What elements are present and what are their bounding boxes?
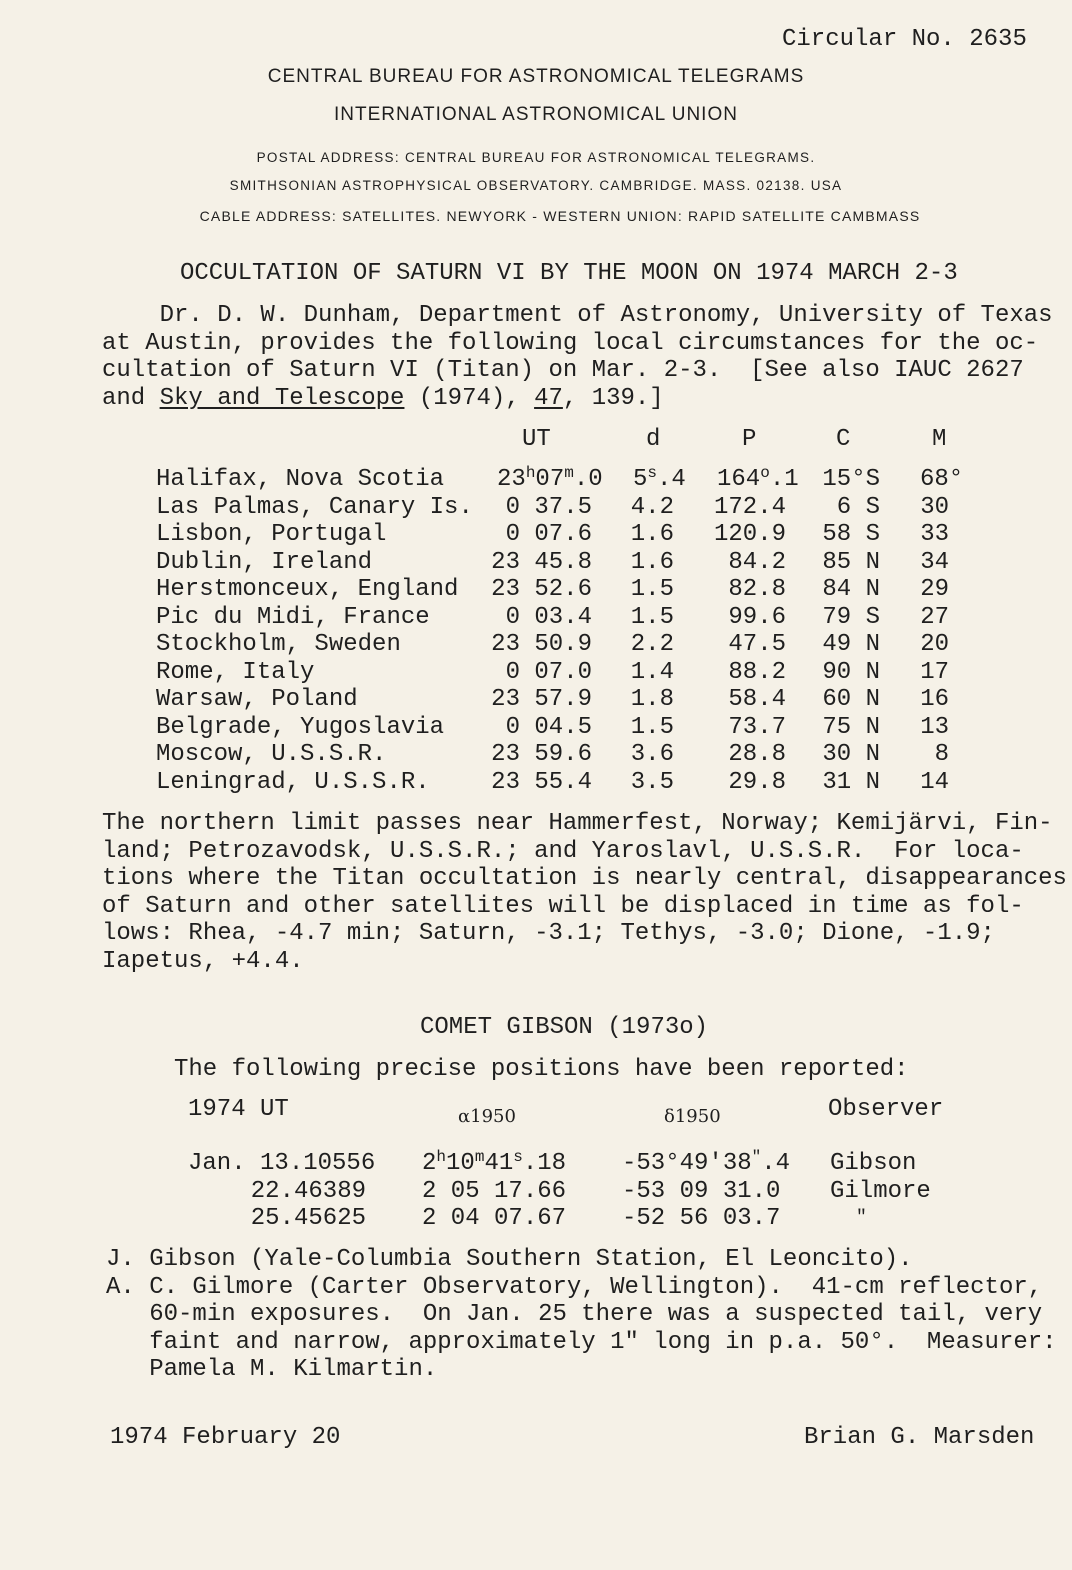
table-row-p: 28.8	[728, 741, 786, 768]
arcsec-unit: "	[751, 1148, 762, 1166]
table-row-ut	[497, 466, 603, 493]
minutes-unit: m	[564, 464, 574, 482]
table-row-p: 120.9	[713, 521, 786, 548]
sky-and-telescope-reference: Sky and Telescope	[159, 384, 405, 412]
table-row-p: 88.2	[728, 658, 786, 686]
column-header-c: C	[836, 426, 851, 453]
d-frac: .4	[657, 466, 686, 493]
table-row-ut: 0 07.6	[505, 521, 592, 548]
occultation-intro-line: at Austin, provides the following local circumstances for the oc-	[102, 329, 1039, 357]
table-row-m: 27	[920, 603, 949, 631]
table-row-place: Leningrad, U.S.S.R.	[156, 768, 430, 796]
table-row-d: 1.5	[630, 713, 674, 741]
seconds-unit: s	[513, 1148, 523, 1166]
table-row-place: Dublin, Ireland	[156, 548, 373, 576]
column-header-m: M	[932, 426, 947, 453]
column-header-ut: UT	[522, 426, 551, 453]
table-row-place: Stockholm, Sweden	[156, 631, 401, 658]
occultation-note-line: The northern limit passes near Hammerfest, Norway; Kemijärvi, Fin-	[102, 810, 1053, 837]
table-row-d: 3.5	[630, 768, 674, 796]
comet-note-line: J. Gibson (Yale-Columbia Southern Station, El Leoncito).	[106, 1246, 913, 1273]
dec-main: -53°49'38	[622, 1150, 752, 1177]
table-row-m: 17	[920, 658, 949, 686]
table-row-c: 31 N	[822, 768, 880, 796]
table-row-m: 68°	[920, 466, 964, 493]
table-row-ut: 23 52.6	[491, 576, 592, 603]
column-header-ut: 1974 UT	[188, 1096, 289, 1123]
comet-note-line: A. C. Gilmore (Carter Observatory, Wellington). 41-cm reflector,	[106, 1273, 1043, 1301]
p-int: 164	[717, 466, 761, 493]
table-row-ut: 23 57.9	[491, 686, 592, 713]
postal-address-line1: POSTAL ADDRESS: CENTRAL BUREAU FOR ASTRONOMICAL TELEGRAMS.	[256, 150, 816, 165]
cable-address: CABLE ADDRESS: SATELLITES. NEWYORK - WESTERN UNION: RAPID SATELLITE CAMBMASS	[199, 208, 921, 224]
table-row-c: 49 N	[822, 631, 880, 658]
table-row-p: 99.6	[728, 603, 786, 631]
table-row-ut: 0 04.5	[505, 713, 592, 741]
table-row-c: 79 S	[822, 603, 880, 631]
table-row-place: Halifax, Nova Scotia	[156, 466, 445, 493]
comet-row-ra	[422, 1150, 566, 1177]
hours-unit: h	[436, 1148, 447, 1166]
table-row-place: Herstmonceux, England	[156, 576, 459, 603]
ra-seconds: 41	[484, 1150, 514, 1177]
circular-number: Circular No. 2635	[782, 26, 1027, 53]
occultation-intro-line: Dr. D. W. Dunham, Department of Astronomy, University of Texas	[102, 302, 1053, 329]
occultation-note-line: Iapetus, +4.4.	[102, 947, 304, 975]
table-row-p: 82.8	[728, 576, 786, 603]
table-row-d: 1.6	[630, 521, 674, 548]
comet-intro: The following precise positions have been reported:	[174, 1056, 909, 1083]
occultation-note-line: land; Petrozavodsk, U.S.S.R.; and Yaroslavl, U.S.S.R. For loca-	[102, 837, 1024, 865]
occultation-note-line: of Saturn and other satellites will be displaced in time as fol-	[102, 892, 1024, 920]
intro-text: and	[102, 384, 160, 412]
comet-title: COMET GIBSON (1973o)	[420, 1014, 709, 1041]
table-row-place: Belgrade, Yugoslavia	[156, 713, 445, 741]
comet-note-line: faint and narrow, approximately 1" long in p.a. 50°. Measurer:	[106, 1328, 1057, 1356]
column-header-observer: Observer	[828, 1096, 944, 1123]
intro-text: , 139.]	[562, 384, 664, 412]
degree-unit: o	[760, 464, 770, 482]
p-frac: .1	[769, 466, 799, 493]
table-row-c: 6 S	[836, 493, 880, 521]
occultation-title: OCCULTATION OF SATURN VI BY THE MOON ON 1974 MARCH 2-3	[180, 260, 958, 287]
ra-frac: .18	[522, 1150, 567, 1177]
column-header-alpha: α1950	[458, 1106, 516, 1127]
comet-row-observer-ditto: "	[856, 1208, 867, 1228]
occultation-note-line: tions where the Titan occultation is nearly central, disappearances	[102, 865, 1067, 892]
table-row-place: Lisbon, Portugal	[156, 521, 387, 548]
ra-hours: 2	[422, 1150, 437, 1177]
table-row-d: 1.8	[630, 686, 674, 713]
table-row-ut: 0 07.0	[505, 658, 592, 686]
column-header-delta: δ1950	[664, 1106, 721, 1127]
table-row-ut: 0 37.5	[505, 493, 592, 521]
table-row-m: 13	[920, 713, 949, 741]
table-row-m: 30	[920, 493, 949, 521]
dec-frac: .4	[761, 1150, 791, 1177]
table-row-place: Warsaw, Poland	[156, 686, 358, 713]
comet-note-line: Pamela M. Kilmartin.	[106, 1356, 438, 1383]
table-row-ut: 23 45.8	[491, 548, 592, 576]
ut-fraction: .0	[573, 466, 603, 493]
hours-unit: h	[525, 464, 536, 482]
occultation-note-line: lows: Rhea, -4.7 min; Saturn, -3.1; Tethys, -3.0; Dione, -1.9;	[102, 920, 995, 947]
table-row-c: 15°S	[822, 466, 880, 493]
table-row-p: 73.7	[728, 713, 786, 741]
comet-row-date: 22.46389	[250, 1177, 366, 1205]
table-row-ut: 23 55.4	[491, 768, 592, 796]
column-header-p: P	[742, 426, 757, 453]
author-signature: Brian G. Marsden	[804, 1424, 1035, 1451]
table-row-place: Las Palmas, Canary Is.	[156, 493, 473, 521]
union-name: INTERNATIONAL ASTRONOMICAL UNION	[334, 104, 738, 125]
comet-row-ra: 2 04 07.67	[422, 1205, 567, 1232]
ra-minutes: 10	[446, 1150, 475, 1177]
d-int: 5	[633, 466, 648, 493]
table-row-p	[717, 466, 799, 493]
table-row-ut: 0 03.4	[505, 603, 592, 631]
comet-note-line: 60-min exposures. On Jan. 25 there was a suspected tail, very	[106, 1301, 1043, 1328]
volume-number: 47	[534, 384, 563, 412]
comet-row-ra: 2 05 17.66	[422, 1177, 567, 1205]
comet-row-date: 25.45625	[250, 1205, 366, 1232]
table-row-m: 33	[920, 521, 949, 548]
table-row-place: Pic du Midi, France	[156, 603, 430, 631]
comet-row-dec: -53 09 31.0	[622, 1177, 781, 1205]
minutes-unit: m	[474, 1148, 485, 1166]
table-row-m: 8	[934, 741, 949, 768]
table-row-d	[633, 466, 686, 493]
table-row-m: 14	[920, 768, 949, 796]
table-row-p: 58.4	[728, 686, 786, 713]
table-row-p: 29.8	[728, 768, 786, 796]
table-row-m: 29	[920, 576, 949, 603]
comet-row-dec	[622, 1150, 790, 1177]
table-row-c: 58 S	[822, 521, 880, 548]
column-header-d: d	[646, 426, 661, 453]
table-row-d: 1.6	[630, 548, 674, 576]
table-row-p: 172.4	[713, 493, 786, 521]
table-row-c: 85 N	[822, 548, 880, 576]
table-row-d: 1.4	[630, 658, 674, 686]
seconds-unit: s	[647, 464, 658, 482]
table-row-place: Rome, Italy	[156, 658, 315, 686]
circular-date: 1974 February 20	[110, 1424, 341, 1451]
table-row-d: 1.5	[630, 576, 674, 603]
table-row-p: 84.2	[728, 548, 786, 576]
table-row-d: 1.5	[630, 603, 674, 631]
table-row-m: 16	[920, 686, 949, 713]
table-row-m: 34	[920, 548, 949, 576]
table-row-place: Moscow, U.S.S.R.	[156, 741, 387, 768]
table-row-c: 90 N	[822, 658, 880, 686]
table-row-m: 20	[920, 631, 949, 658]
table-row-c: 84 N	[822, 576, 880, 603]
table-row-ut: 23 50.9	[491, 631, 592, 658]
comet-row-dec: -52 56 03.7	[622, 1205, 781, 1232]
table-row-c: 30 N	[822, 741, 880, 768]
table-row-d: 3.6	[630, 741, 674, 768]
intro-text: (1974),	[404, 384, 535, 412]
table-row-c: 60 N	[822, 686, 880, 713]
bureau-name: CENTRAL BUREAU FOR ASTRONOMICAL TELEGRAMS	[267, 66, 805, 87]
table-row-c: 75 N	[822, 713, 880, 741]
comet-row-observer: Gilmore	[830, 1177, 931, 1205]
table-row-ut: 23 59.6	[491, 741, 592, 768]
occultation-intro-line: cultation of Saturn VI (Titan) on Mar. 2-3. [See also IAUC 2627	[102, 357, 1024, 384]
ut-hours: 23	[497, 466, 526, 493]
table-row-d: 2.2	[630, 631, 674, 658]
ut-minutes: 07	[535, 466, 565, 493]
occultation-intro-line	[102, 385, 664, 413]
comet-row-date: Jan. 13.10556	[188, 1150, 376, 1177]
postal-address-line2: SMITHSONIAN ASTROPHYSICAL OBSERVATORY. CAMBRIDGE. MASS. 02138. USA	[229, 178, 843, 193]
table-row-p: 47.5	[728, 631, 786, 658]
table-row-d: 4.2	[630, 493, 674, 521]
comet-row-observer: Gibson	[830, 1150, 917, 1177]
